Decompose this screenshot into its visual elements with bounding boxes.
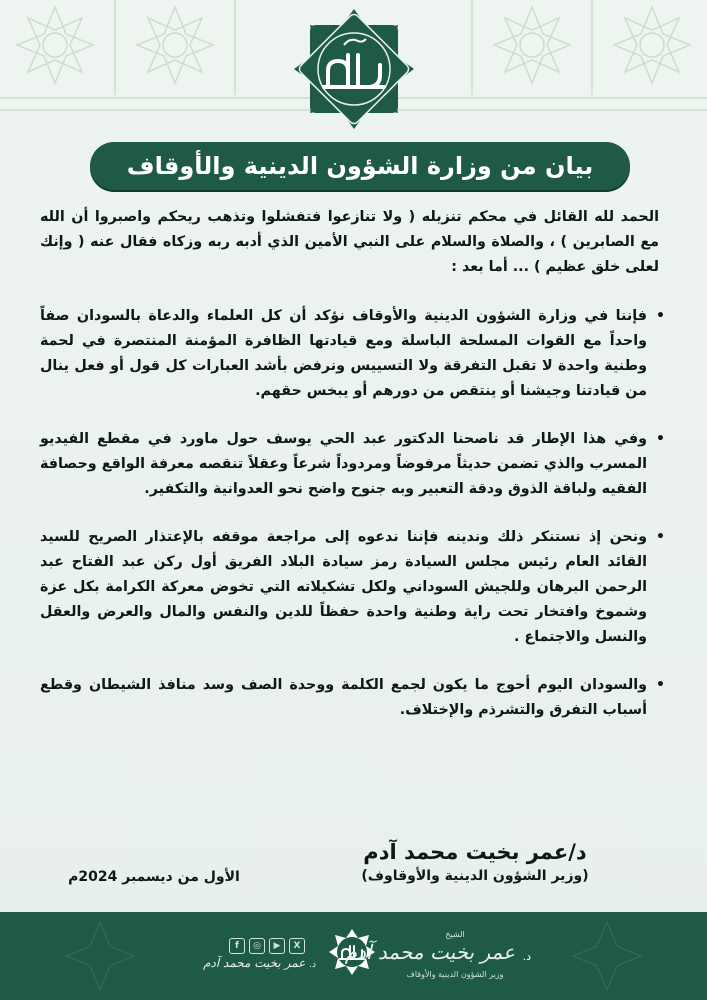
signatory-position: (وزير الشؤون الدينية والأوقاوف) [361,868,589,884]
bullet-icon: • [656,431,665,447]
list-item [40,673,667,723]
statement-body [40,205,667,746]
facebook-icon[interactable]: f [229,938,245,954]
item-text: ونحن إذ نستنكر ذلك وندينه فإننا ندعوه إلى مراجعة موقفه بالإعتذار الصريح للسيد القائد العام رئيس مجلس السيادة رمز سيادة البلاد الفريق أول ركن عبد الفتاح عبد الرحمن البرهان وللجيش السوداني ولكل تشكيلاته التي تخوض معركة الكرامة بكل عزة وشموخ وافتخار تحت راية وطنية واحدة حفظاً للدين والنفس والمال والعرض والعقل والنسل والاجتماع . [40,529,647,645]
signatory-name: د/عمر بخيت محمد آدم [363,840,587,864]
instagram-icon[interactable]: ◎ [249,938,265,954]
ministry-emblem [293,8,415,130]
bullet-icon: • [656,529,665,545]
signature-block [345,838,605,886]
bullet-icon: • [656,677,665,693]
statement-items [40,304,667,723]
youtube-icon[interactable]: ▶ [269,938,285,954]
footer-left-prefix: د. [309,960,316,970]
social-links [222,936,312,956]
list-item [40,427,667,502]
list-item [40,525,667,650]
title-banner [90,142,630,190]
footer-honorific: الشيخ [445,930,465,939]
footer-prefix: د. [522,950,531,963]
footer-signature-right [344,930,531,986]
item-text: والسودان اليوم أحوج ما يكون لجمع الكلمة ووحدة الصف وسد منافذ الشيطان وقطع أسباب التفرق والتشرذم والإختلاف. [40,677,647,718]
statement-date: الأول من ديسمبر 2024م [68,869,240,885]
list-item [40,304,667,404]
item-text: وفي هذا الإطار قد ناصحنا الدكتور عبد الحي يوسف حول ماورد في مقطع الفيديو المسرب والذي تضمن حديثاً مرفوضاً ومردوداً شرعاً وعقلاً تنقصه معرفة الواقع وحصافة الفقيه ولباقة الذوق ودقة التعبير وبه جنوح واضح نحو العدوانية والتكفير. [40,431,647,497]
footer-signature-title: وزير الشؤون الدينية والأوقاف [406,970,504,979]
intro-paragraph: الحمد لله القائل في محكم تنزيله ( ولا تنازعوا فتفشلوا وتذهب ريحكم واصبروا أن الله مع الصابرين ) ، والصلاة والسلام على النبي الأمين الذي أدبه ربه وزكاه فقال عنه ( وإنك لعلى خلق عظيم ) ... أما بعد : [40,209,659,275]
bullet-icon: • [656,308,665,324]
item-text: فإننا في وزارة الشؤون الدينية والأوقاف نؤكد أن كل العلماء والدعاة بالسودان صفاً واحداً مع القوات المسلحة الباسلة ومع قيادتها الظافرة المؤمنة المنتصرة في لحمة وطنية واحدة لا تقبل التفرقة ولا التسييس ونرفض بأشد العبارات كل قول أو فعل ينال من قيادتنا وجيشنا أو ينتقص من دورهم أو يبخس حقهم. [40,308,647,399]
x-icon[interactable]: X [289,938,305,954]
page-title: بيان من وزارة الشؤون الدينية والأوقاف [126,152,594,180]
footer-signature-name: عمر بخيت محمد آدم [344,940,515,964]
footer-left-name: عمر بخيت محمد آدم [203,956,306,970]
footer-signature-left [203,956,316,978]
